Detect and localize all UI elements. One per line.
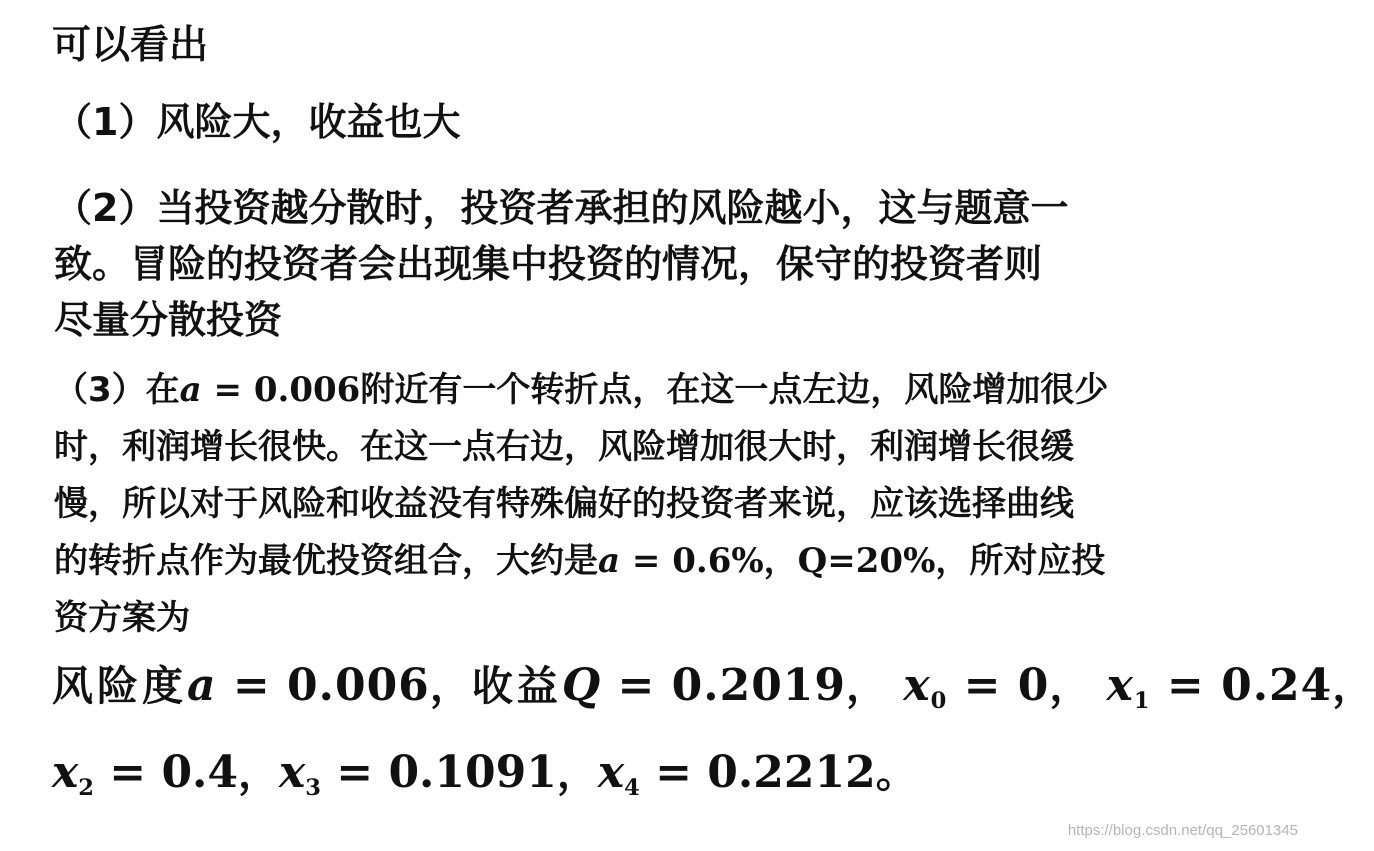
separator: ， <box>1332 662 1374 710</box>
point-2-line-3: 尽量分散投资 <box>54 298 283 342</box>
risk-percent: = 0.6% <box>620 541 764 581</box>
return-label: 收益 <box>471 662 562 710</box>
x3-subscript: 3 <box>305 774 321 801</box>
separator: ， <box>1049 662 1092 710</box>
point-3-line-1-prefix: （3）在 <box>54 370 180 410</box>
point-3-line-1-suffix: 附近有一个转折点，在这一点左边，风险增加很少 <box>360 370 1109 410</box>
point-3-line-3: 慢，所以对于风险和收益没有特殊偏好的投资者来说，应该选择曲线 <box>54 484 1074 524</box>
x4-value: = 0.2212 <box>639 747 876 798</box>
risk-label: 风险度 <box>52 662 187 710</box>
x4-variable: x <box>597 747 625 798</box>
x1-variable: x <box>1106 660 1134 711</box>
x0-value: = 0 <box>947 660 1050 711</box>
point-3-line-4-suffix: ，所对应投 <box>935 541 1106 581</box>
separator: ， <box>556 749 598 797</box>
return-value: = 0.2019 <box>601 660 847 711</box>
page-heading: 可以看出 <box>52 23 209 68</box>
return-percent: Q=20% <box>797 541 936 581</box>
x1-subscript: 1 <box>1133 687 1151 714</box>
x2-value: = 0.4 <box>93 747 238 798</box>
result-line-2 <box>52 740 917 801</box>
point-3-line-2: 时，利润增长很快。在这一点右边，风险增加很大时，利润增长很缓 <box>54 427 1074 467</box>
return-variable: Q <box>561 660 602 711</box>
risk-value: = 0.006 <box>216 660 430 711</box>
x0-variable: x <box>903 660 931 711</box>
point-3-line-1 <box>54 362 1108 419</box>
x3-variable: x <box>279 747 306 798</box>
x1-value: = 0.24 <box>1150 660 1333 711</box>
separator: ， <box>763 541 798 581</box>
point-3-line-4-prefix: 的转折点作为最优投资组合，大约是 <box>54 541 598 581</box>
sentence-end: 。 <box>875 749 917 797</box>
result-line-1 <box>52 653 1374 714</box>
point-2-line-2: 致。冒险的投资者会出现集中投资的情况，保守的投资者则 <box>54 242 1043 286</box>
point-3-line-5: 资方案为 <box>54 598 190 638</box>
risk-threshold: = 0.006 <box>201 370 361 410</box>
x2-variable: x <box>52 747 79 798</box>
separator: ， <box>429 662 472 710</box>
x0-subscript: 0 <box>930 687 948 714</box>
risk-variable: a <box>179 370 202 410</box>
x2-subscript: 2 <box>78 774 94 801</box>
watermark: https://blog.csdn.net/qq_25601345 <box>1067 822 1298 839</box>
separator: ， <box>846 662 889 710</box>
point-1: （1）风险大，收益也大 <box>54 100 461 144</box>
point-2 <box>54 180 1068 348</box>
separator: ， <box>238 749 279 797</box>
point-3 <box>54 362 1108 647</box>
x4-subscript: 4 <box>624 774 640 801</box>
point-3-line-4 <box>54 533 1108 590</box>
x3-value: = 0.1091 <box>320 747 557 798</box>
risk-variable: a <box>598 541 621 581</box>
risk-variable: a <box>187 660 217 711</box>
point-2-line-1: （2）当投资越分散时，投资者承担的风险越小，这与题意一 <box>54 186 1069 230</box>
